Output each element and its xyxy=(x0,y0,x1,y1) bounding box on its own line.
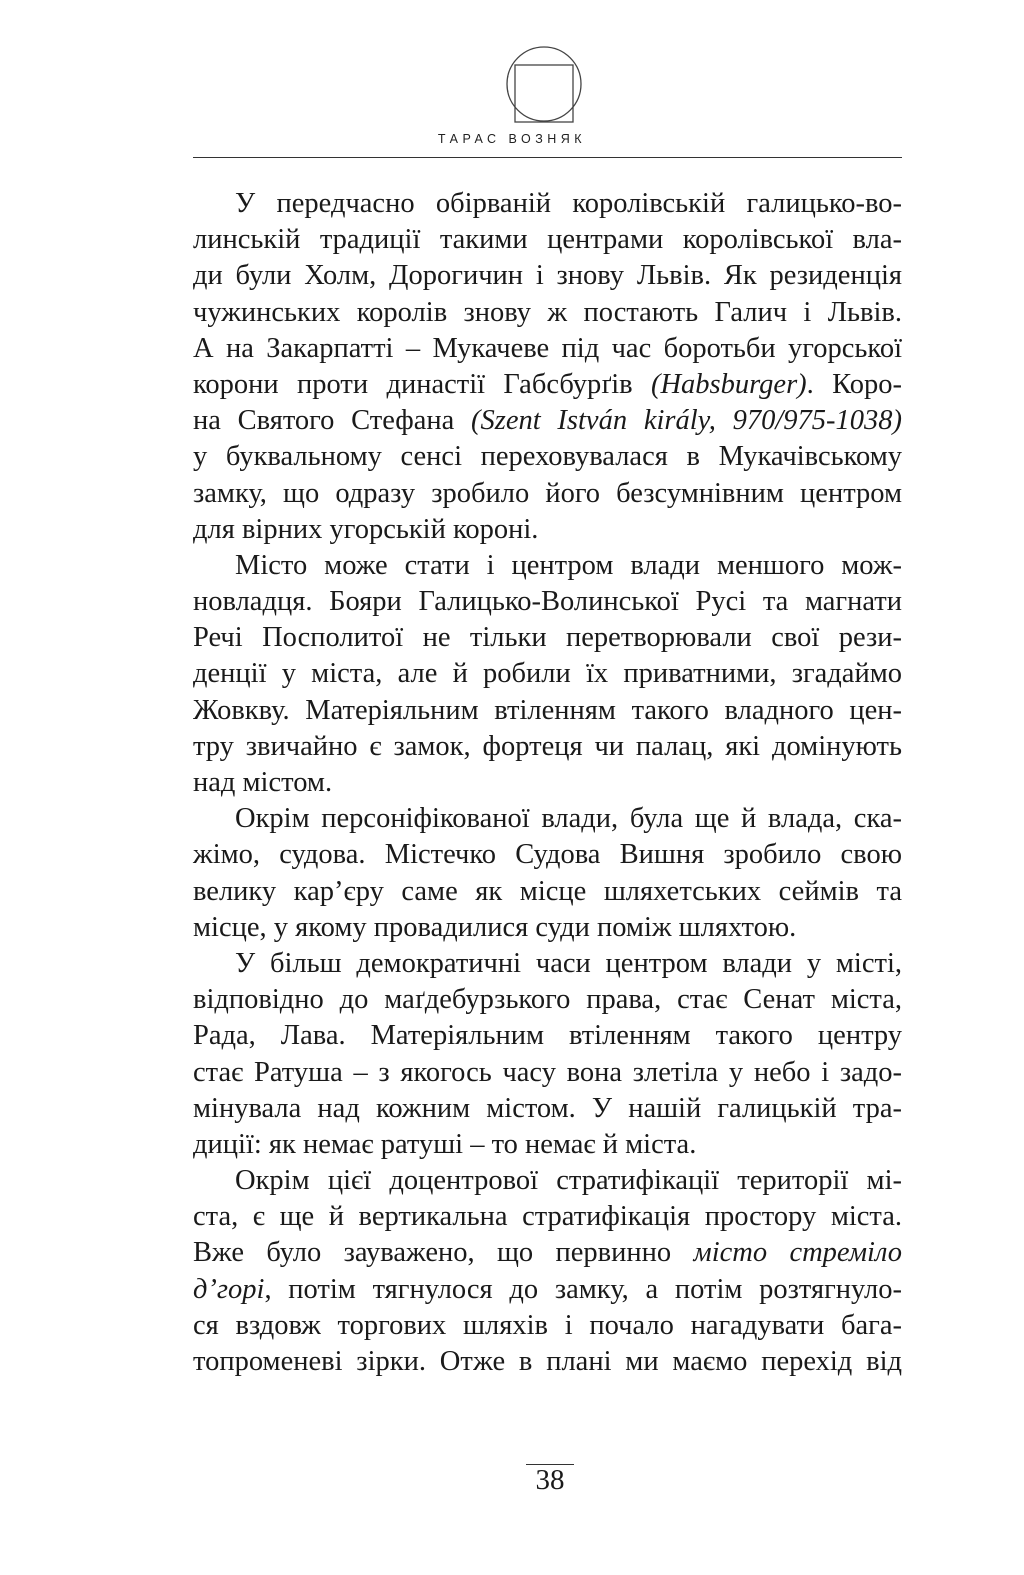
text-line: Вже було зауважено, що первинно місто стреміло xyxy=(193,1237,902,1269)
text-line: для вірних угорській короні. xyxy=(193,513,539,545)
text-line: мінувала над кожним містом. У нашій галицькій тра- xyxy=(193,1092,902,1124)
text-line: чужинських королів знову ж постають Галич і Львів. xyxy=(193,296,902,328)
text-line: Окрім цієї доцентрової стратифікації території мі- xyxy=(235,1165,902,1197)
text-line: новладця. Бояри Галицько-Волинської Русі та магнати xyxy=(193,586,902,618)
text-line: денції у міста, але й робили їх приватними, згадаймо xyxy=(193,658,902,690)
text-line: ста, є ще й вертикальна стратифікація простору міста. xyxy=(193,1201,902,1233)
page-number: 38 xyxy=(535,1464,565,1496)
text-line: Окрім персоніфікованої влади, була ще й влада, ска- xyxy=(235,803,902,835)
text-line: відповідно до маґдебурзького права, стає Сенат міста, xyxy=(193,984,902,1016)
text-line: замку, що одразу зробило його безсумнівним центром xyxy=(193,477,902,509)
text-line: Жовкву. Матеріяльним втіленням такого владного цен- xyxy=(193,694,902,726)
text-line: стає Ратуша – з якогось часу вона злетіла у небо і задо- xyxy=(193,1056,902,1088)
circle-square-emblem-icon xyxy=(505,45,583,123)
text-line: Рада, Лава. Матеріяльним втіленням такого центру xyxy=(193,1020,902,1052)
text-line: корони проти династії Габсбурґів (Habsburger). Коро- xyxy=(193,368,902,400)
text-line: Речі Посполитої не тільки перетворювали свої рези- xyxy=(193,622,902,654)
header-rule xyxy=(193,157,902,158)
text-line: д’горі, потім тягнулося до замку, а потім розтягнуло- xyxy=(193,1273,902,1305)
text-line: у буквальному сенсі переховувалася в Мукачівському xyxy=(193,441,902,473)
text-line: ся вздовж торгових шляхів і почало нагадувати бага- xyxy=(193,1309,902,1341)
text-line: У більш демократичні часи центром влади у місті, xyxy=(235,947,902,979)
text-line: ди були Холм, Дорогичин і знову Львів. Як резиденція xyxy=(193,260,902,292)
text-line: топроменеві зірки. Отже в плані ми маємо перехід від xyxy=(193,1346,902,1377)
text-line: жімо, судова. Містечко Судова Вишня зробило свою xyxy=(193,839,902,871)
text-line: А на Закарпатті – Мукачеве під час боротьби угорської xyxy=(193,332,902,364)
body-text xyxy=(193,186,902,1380)
text-line: Місто може стати і центром влади меншого мож- xyxy=(235,549,902,581)
text-line: диції: як немає ратуші – то немає й міста. xyxy=(193,1128,697,1160)
text-line: линській традиції такими центрами королівської вла- xyxy=(193,224,902,256)
text-line: над містом. xyxy=(193,767,333,798)
text-line: велику кар’єру саме як місце шляхетських сеймів та xyxy=(193,875,902,907)
text-line: У передчасно обірваній королівській галицько-во- xyxy=(235,188,902,219)
running-head: ТАРАС ВОЗНЯК xyxy=(437,132,587,146)
text-line: на Святого Стефана (Szent István király, 970/975-1038) xyxy=(193,405,902,437)
text-line: тру звичайно є замок, фортеця чи палац, які домінують xyxy=(193,730,902,762)
text-line: місце, у якому провадилися суди поміж шляхтою. xyxy=(193,911,797,943)
